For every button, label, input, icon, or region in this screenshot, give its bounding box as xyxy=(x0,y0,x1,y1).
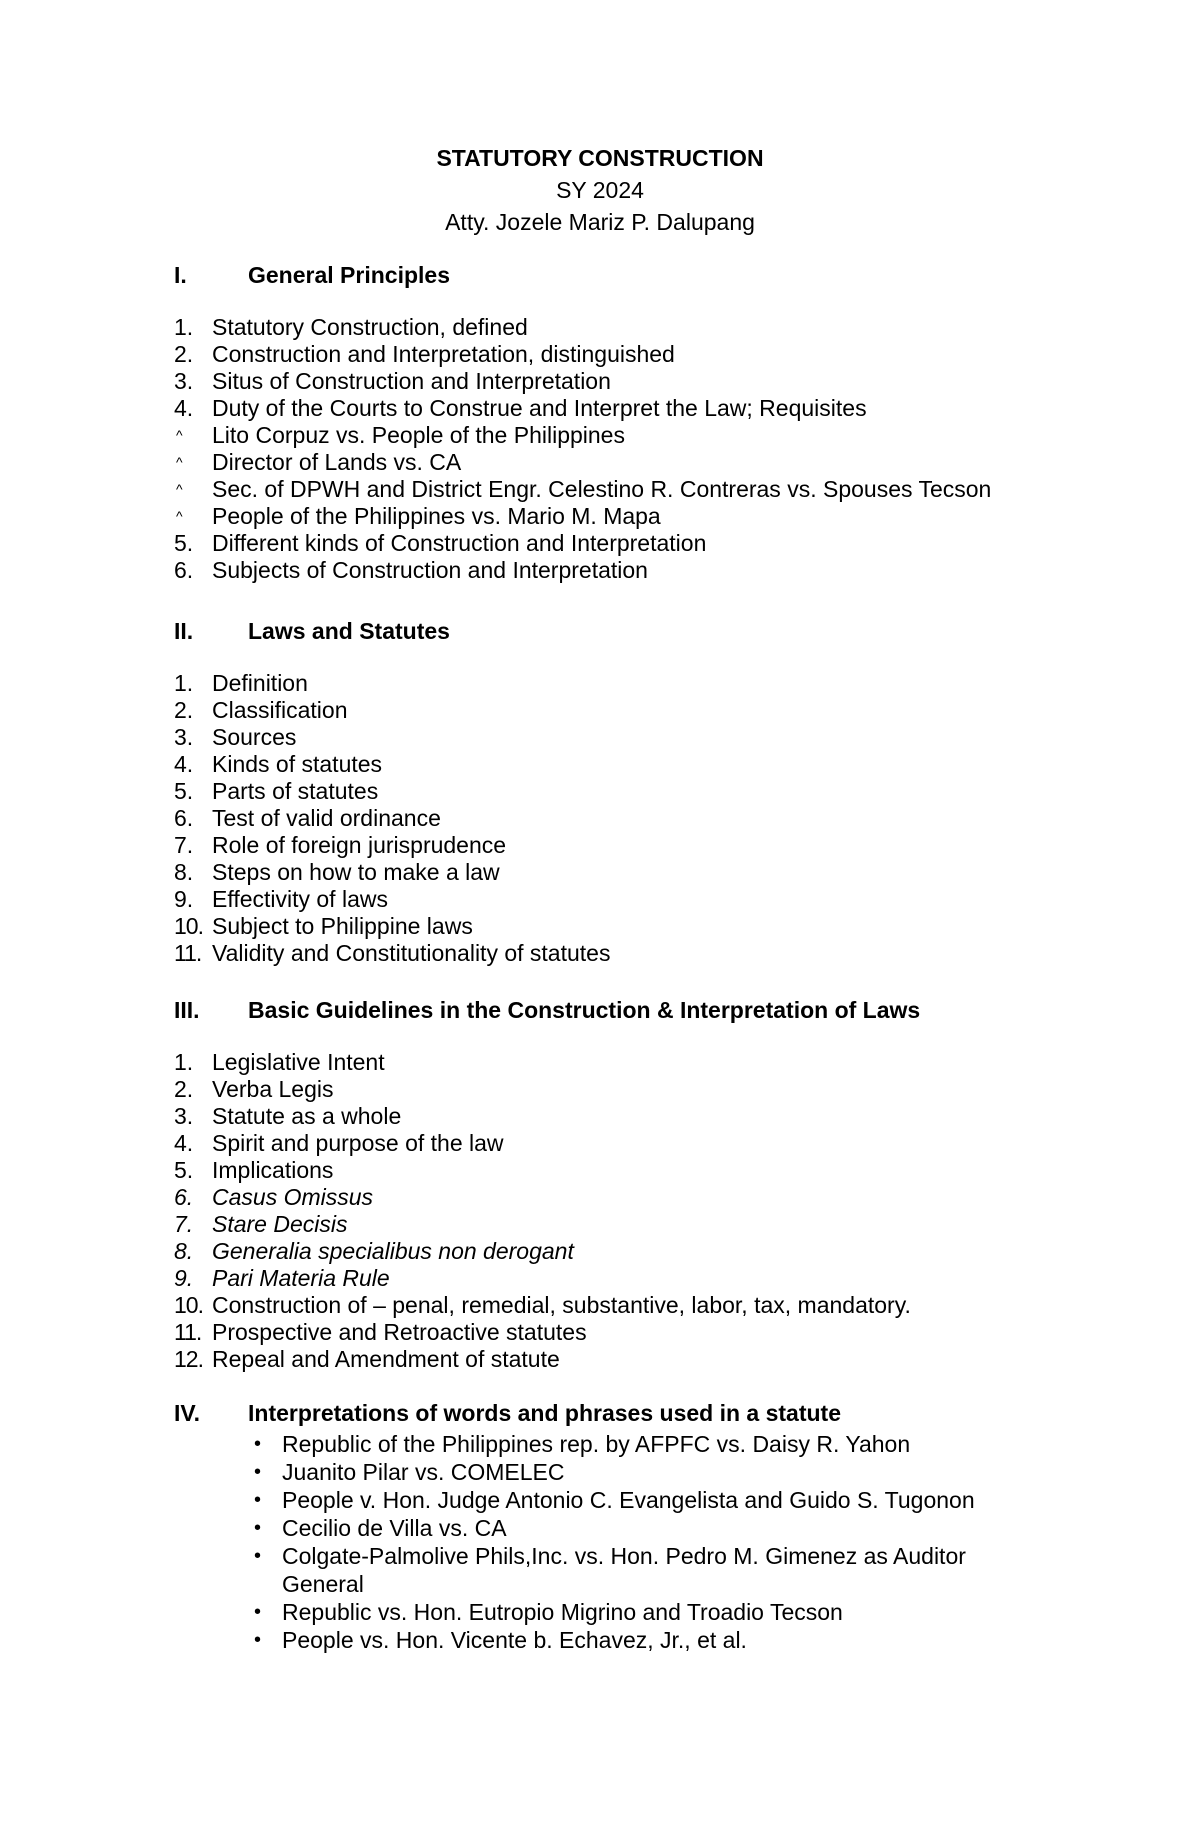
item-text: Prospective and Retroactive statutes xyxy=(212,1319,587,1345)
item-number: 7. xyxy=(174,832,194,858)
section-heading xyxy=(0,262,1200,292)
item-text: Verba Legis xyxy=(212,1076,334,1102)
section-interpretations xyxy=(0,1400,1200,1654)
section-general-principles xyxy=(0,262,1200,584)
bullet-text: People vs. Hon. Vicente b. Echavez, Jr., et al. xyxy=(282,1627,747,1653)
list-item xyxy=(0,1346,1200,1373)
section-title: Basic Guidelines in the Construction & Interpretation of Laws xyxy=(248,997,921,1023)
section-heading xyxy=(0,618,1200,648)
bullet-icon: • xyxy=(254,1461,262,1483)
section-number: II. xyxy=(174,618,194,644)
item-number: 3. xyxy=(174,1103,194,1129)
item-text: Sec. of DPWH and District Engr. Celestino R. Contreras vs. Spouses Tecson xyxy=(212,476,992,502)
item-text: Legislative Intent xyxy=(212,1049,385,1075)
item-text: Statutory Construction, defined xyxy=(212,314,528,340)
document-header xyxy=(0,142,1200,238)
item-number: 8. xyxy=(174,1238,194,1264)
list-item xyxy=(0,832,1200,859)
item-number: 6. xyxy=(174,1184,194,1210)
item-text: Statute as a whole xyxy=(212,1103,402,1129)
item-text: Lito Corpuz vs. People of the Philippines xyxy=(212,422,625,448)
list-item xyxy=(0,859,1200,886)
section-basic-guidelines xyxy=(0,997,1200,1373)
item-text: Casus Omissus xyxy=(212,1184,374,1210)
section-heading xyxy=(0,997,1200,1027)
bullet-item xyxy=(0,1598,1200,1626)
item-text: Subject to Philippine laws xyxy=(212,913,473,939)
item-text: Subjects of Construction and Interpretation xyxy=(212,557,648,583)
bullet-item xyxy=(0,1626,1200,1654)
item-text: Effectivity of laws xyxy=(212,886,388,912)
bullet-text: People v. Hon. Judge Antonio C. Evangelista and Guido S. Tugonon xyxy=(282,1487,975,1513)
list-item xyxy=(0,670,1200,697)
list-item xyxy=(0,341,1200,368)
item-number: 1. xyxy=(174,670,194,696)
author-name: Atty. Jozele Mariz P. Dalupang xyxy=(445,209,755,235)
bullet-text: Republic vs. Hon. Eutropio Migrino and Troadio Tecson xyxy=(282,1599,843,1625)
list-item xyxy=(0,1130,1200,1157)
list-item xyxy=(0,724,1200,751)
item-text: Duty of the Courts to Construe and Interpret the Law; Requisites xyxy=(212,395,867,421)
item-number: 5. xyxy=(174,778,194,804)
item-text: Validity and Constitutionality of statutes xyxy=(212,940,611,966)
document-title: STATUTORY CONSTRUCTION xyxy=(436,145,764,171)
list-item xyxy=(0,886,1200,913)
item-text: People of the Philippines vs. Mario M. Mapa xyxy=(212,503,661,529)
case-item xyxy=(0,476,1200,503)
case-item xyxy=(0,422,1200,449)
item-number: 7. xyxy=(174,1211,194,1237)
item-number: 2. xyxy=(174,1076,194,1102)
section-title: Interpretations of words and phrases used in a statute xyxy=(248,1400,842,1426)
list-item xyxy=(0,697,1200,724)
item-text: Repeal and Amendment of statute xyxy=(212,1346,560,1372)
bullet-item xyxy=(0,1514,1200,1542)
item-number: 4. xyxy=(174,751,194,777)
item-text: Implications xyxy=(212,1157,334,1183)
caret-marker: ^ xyxy=(176,481,183,497)
list-item xyxy=(0,1319,1200,1346)
bullet-icon: • xyxy=(254,1433,262,1455)
list-item xyxy=(0,1292,1200,1319)
bullet-item xyxy=(0,1458,1200,1486)
list-item xyxy=(0,1184,1200,1211)
list-item xyxy=(0,1157,1200,1184)
item-number: 10. xyxy=(174,1292,203,1318)
item-text: Director of Lands vs. CA xyxy=(212,449,462,475)
section-number: III. xyxy=(174,997,200,1023)
item-number: 5. xyxy=(174,1157,194,1183)
bullet-text: Republic of the Philippines rep. by AFPFC vs. Daisy R. Yahon xyxy=(282,1431,911,1457)
case-item xyxy=(0,503,1200,530)
item-number: 2. xyxy=(174,341,194,367)
list-item xyxy=(0,751,1200,778)
section-heading xyxy=(0,1400,1200,1430)
item-number: 6. xyxy=(174,557,194,583)
section-number: IV. xyxy=(174,1400,201,1426)
item-text: Test of valid ordinance xyxy=(212,805,441,831)
item-text: Different kinds of Construction and Interpretation xyxy=(212,530,707,556)
item-number: 6. xyxy=(174,805,194,831)
item-text: Parts of statutes xyxy=(212,778,379,804)
item-number: 2. xyxy=(174,697,194,723)
case-item xyxy=(0,449,1200,476)
section-title: Laws and Statutes xyxy=(248,618,450,644)
list-item xyxy=(0,1049,1200,1076)
item-number: 5. xyxy=(174,530,194,556)
list-item xyxy=(0,1265,1200,1292)
item-text: Role of foreign jurisprudence xyxy=(212,832,507,858)
list-item xyxy=(0,530,1200,557)
item-number: 4. xyxy=(174,1130,194,1156)
caret-marker: ^ xyxy=(176,427,183,443)
caret-marker: ^ xyxy=(176,508,183,524)
item-text: Sources xyxy=(212,724,297,750)
list-item xyxy=(0,368,1200,395)
bullet-icon: • xyxy=(254,1629,262,1651)
item-text: Generalia specialibus non derogant xyxy=(212,1238,574,1264)
item-text: Definition xyxy=(212,670,308,696)
list-item xyxy=(0,1211,1200,1238)
bullet-text: Colgate-Palmolive Phils,Inc. vs. Hon. Pedro M. Gimenez as Auditor General xyxy=(282,1543,966,1597)
bullet-text: Cecilio de Villa vs. CA xyxy=(282,1515,507,1541)
item-text: Stare Decisis xyxy=(212,1211,348,1237)
item-number: 12. xyxy=(174,1346,203,1372)
item-number: 11. xyxy=(174,940,202,966)
item-number: 9. xyxy=(174,886,194,912)
school-year: SY 2024 xyxy=(556,177,644,203)
list-item xyxy=(0,395,1200,422)
section-title: General Principles xyxy=(248,262,450,288)
item-number: 8. xyxy=(174,859,194,885)
item-number: 1. xyxy=(174,1049,194,1075)
item-text: Construction of – penal, remedial, substantive, labor, tax, mandatory. xyxy=(212,1292,911,1318)
list-item xyxy=(0,805,1200,832)
caret-marker: ^ xyxy=(176,454,183,470)
item-text: Situs of Construction and Interpretation xyxy=(212,368,611,394)
item-text: Kinds of statutes xyxy=(212,751,383,777)
bullet-text: Juanito Pilar vs. COMELEC xyxy=(282,1459,565,1485)
item-text: Pari Materia Rule xyxy=(212,1265,390,1291)
list-item xyxy=(0,940,1200,967)
list-item xyxy=(0,557,1200,584)
item-number: 3. xyxy=(174,368,194,394)
item-text: Classification xyxy=(212,697,348,723)
section-laws-and-statutes xyxy=(0,618,1200,967)
list-item xyxy=(0,913,1200,940)
section-number: I. xyxy=(174,262,187,288)
item-number: 3. xyxy=(174,724,194,750)
item-number: 1. xyxy=(174,314,194,340)
item-text: Construction and Interpretation, distinguished xyxy=(212,341,675,367)
item-number: 10. xyxy=(174,913,203,939)
list-item xyxy=(0,778,1200,805)
bullet-icon: • xyxy=(254,1489,262,1511)
list-item xyxy=(0,1103,1200,1130)
bullet-item xyxy=(0,1486,1200,1514)
bullet-item xyxy=(0,1430,1200,1458)
list-item xyxy=(0,1076,1200,1103)
item-number: 4. xyxy=(174,395,194,421)
list-item xyxy=(0,314,1200,341)
list-item xyxy=(0,1238,1200,1265)
bullet-item xyxy=(0,1542,1200,1598)
bullet-icon: • xyxy=(254,1545,262,1567)
bullet-icon: • xyxy=(254,1601,262,1623)
bullet-icon: • xyxy=(254,1517,262,1539)
item-text: Steps on how to make a law xyxy=(212,859,500,885)
item-text: Spirit and purpose of the law xyxy=(212,1130,504,1156)
item-number: 11. xyxy=(174,1319,202,1345)
item-number: 9. xyxy=(174,1265,194,1291)
